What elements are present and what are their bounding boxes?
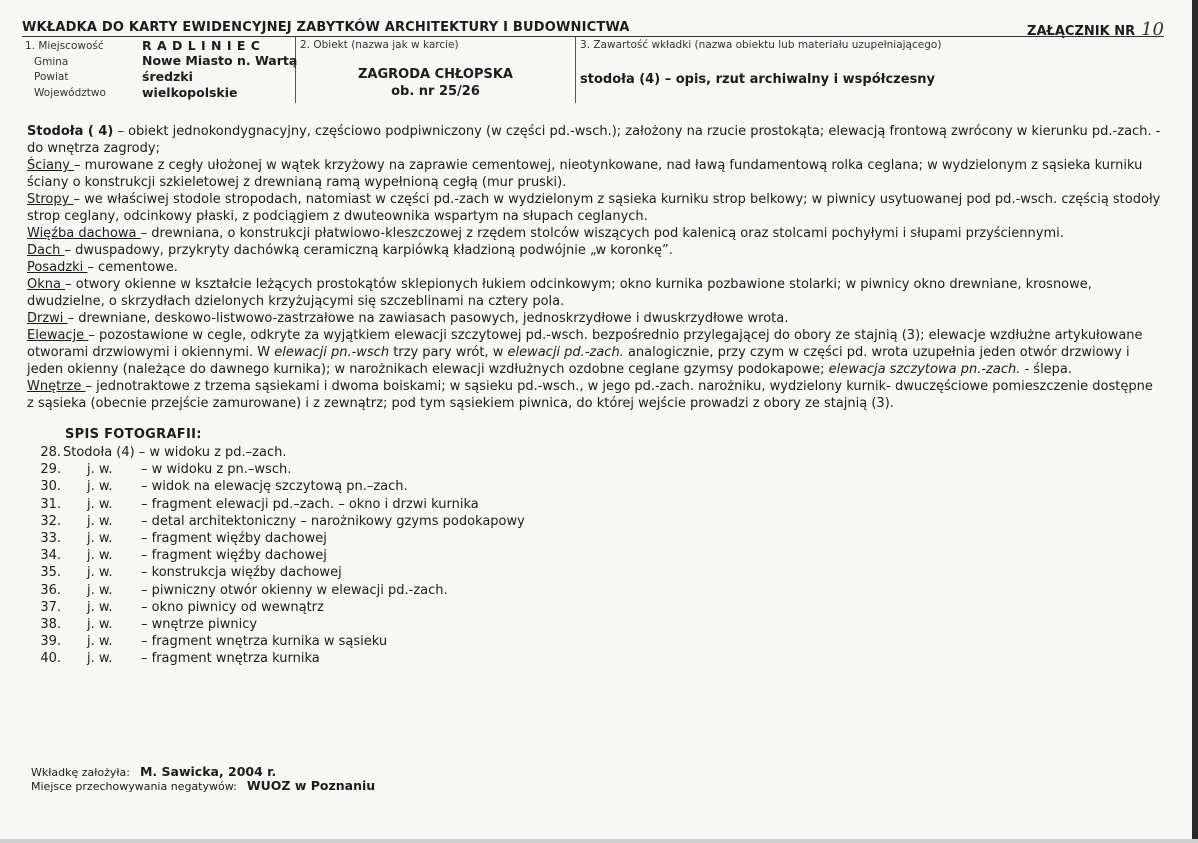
photo-description: – fragment wnętrza kurnika w sąsieku: [141, 634, 388, 650]
photo-number: 33.: [40, 530, 61, 546]
photo-description: – wnętrze piwnicy: [141, 616, 258, 632]
commune-value: Nowe Miasto n. Wartą: [142, 53, 298, 68]
author-line: [31, 764, 276, 779]
object-label: 2. Obiekt (nazwa jak w karcie): [300, 39, 459, 51]
doors-text: – drewniane, deskowo-listwowo-zastrzałowe na zawiasach pasowych, jednoskrzydłowe i dwuskrzydłowe wrota.: [67, 311, 789, 326]
photo-reference: j. w.: [87, 565, 113, 581]
annex-number: 10: [1141, 19, 1164, 40]
photo-reference: j. w.: [87, 599, 113, 615]
voivodeship-value: wielkopolskie: [142, 85, 238, 100]
doors-paragraph: [27, 310, 1161, 327]
photo-number: 34.: [40, 548, 61, 564]
county-value: średzki: [142, 69, 193, 84]
photo-number: 39.: [40, 634, 61, 650]
photo-number: 38.: [40, 616, 61, 632]
photo-number: 29.: [40, 462, 61, 478]
county-label: Powiat: [34, 71, 69, 83]
photo-reference: j. w.: [87, 651, 113, 667]
photo-number: 31.: [40, 496, 61, 512]
photo-reference: j. w.: [87, 530, 113, 546]
place-label: 1. Miejscowość: [25, 40, 104, 52]
photo-reference: Stodoła (4): [63, 445, 135, 460]
document-header: [22, 18, 1164, 40]
description-paragraph: [27, 123, 1161, 157]
floors-text: – cementowe.: [87, 260, 178, 275]
photo-reference: j. w.: [87, 548, 113, 564]
photo-number: 32.: [40, 513, 61, 529]
photo-reference: j. w.: [87, 462, 113, 478]
scan-edge: [1192, 0, 1198, 843]
roof-truss-key: Więźba dachowa: [27, 226, 141, 241]
photo-description: – fragment więźby dachowej: [141, 548, 327, 564]
document-title: WKŁADKA DO KARTY EWIDENCYJNEJ ZABYTKÓW ARCHITEKTURY I BUDOWNICTWA: [22, 20, 630, 35]
roof-key: Dach: [27, 243, 65, 258]
photo-reference: j. w.: [87, 616, 113, 632]
storage-label: Miejsce przechowywania negatywów:: [31, 780, 237, 793]
storage-value: WUOZ w Poznaniu: [246, 778, 376, 793]
interior-paragraph: [27, 378, 1161, 412]
storage-line: [31, 778, 375, 793]
ceilings-text: – we właściwej stodole stropodach, natomiast w części pd.-zach w wydzielonym z sąsieka kurniku strop belkowy; w piwnicy usytuowanej pod pd.-wsch. częścią stodoły strop ceglany, odcinkowy płaski, z podciągiem z dwuteownika wspartym na słupach ceglanych.: [27, 192, 1161, 224]
elevations-text: – pozostawione w cegle, odkryte za wyjątkiem elewacji szczytowej pd.-wsch. bezpośrednio przylegającej do obory ze stajnią (3); elewacje wzdłużne artykułowane otworami drzwiowymi i okiennymi. W: [27, 328, 1143, 360]
photo-description: – w widoku z pd.–zach.: [138, 445, 287, 460]
ceilings-paragraph: [27, 191, 1161, 225]
photo-number: 35.: [40, 565, 61, 581]
walls-paragraph: [27, 157, 1161, 191]
scan-edge-bottom: [0, 839, 1198, 843]
photo-reference: j. w.: [87, 513, 113, 529]
roof-text: – dwuspadowy, przykryty dachówką ceramiczną karpiówką kładzioną podwójnie „w koronkę”.: [64, 243, 673, 258]
photo-description: – piwniczny otwór okienny w elewacji pd.-zach.: [141, 582, 448, 598]
photo-reference: j. w.: [87, 496, 113, 512]
paragraph-heading: Stodoła ( 4): [27, 124, 114, 139]
location-box: [22, 37, 296, 103]
interior-key: Wnętrze: [27, 379, 86, 394]
windows-paragraph: [27, 276, 1161, 310]
photo-list-title: SPIS FOTOGRAFII:: [65, 427, 202, 442]
photo-number: 30.: [40, 479, 61, 495]
ceilings-key: Stropy: [27, 192, 74, 207]
roof-truss-text: – drewniana, o konstrukcji płatwiowo-kleszczowej z rzędem stolców wiszących pod kalenicą oraz stolcami pochyłymi i słupami przyściennymi.: [140, 226, 1064, 241]
contents-value: stodoła (4) – opis, rzut archiwalny i współczesny: [580, 72, 936, 87]
object-box: [296, 37, 576, 103]
photo-description: – detal architektoniczny – narożnikowy gzyms podokapowy: [141, 513, 525, 529]
floors-key: Posadzki: [27, 260, 88, 275]
interior-text: – jednotraktowe z trzema sąsiekami i dwoma boiskami; w sąsieku pd.-wsch., w jego pd.-zach. narożniku, wydzielony kurnik- dwuczęściowe pomieszczenie dostępne z sąsieka (obecnie przejście zamurowane) i z zewnątrz; pod tym sąsiekiem piwnica, do której wejście prowadzi z obory ze stajnią (3).: [27, 379, 1153, 411]
photo-description: – widok na elewację szczytową pn.–zach.: [141, 479, 408, 495]
photo-description: – fragment elewacji pd.–zach. – okno i drzwi kurnika: [141, 496, 479, 512]
roof-paragraph: [27, 242, 1161, 259]
photo-number: 28.: [40, 445, 61, 460]
photo-reference: j. w.: [87, 582, 113, 598]
photo-reference: j. w.: [87, 479, 113, 495]
elevations-paragraph: [27, 327, 1161, 378]
photo-description: – konstrukcja więźby dachowej: [141, 565, 342, 581]
object-number: ob. nr 25/26: [391, 84, 480, 99]
windows-text: – otwory okienne w kształcie leżących prostokątów sklepionych łukiem odcinkowym; okno kurnika pozbawione stolarki; w piwnicy okno drewniane, krosnowe, dwudzielne, o skrzydłach dzielonych krzyżującymi się szczeblinami na cztery pola.: [27, 277, 1092, 309]
voivodeship-label: Województwo: [34, 87, 106, 99]
description-body: [27, 123, 1161, 412]
elevations-emphasis: elewacji pn.-wsch: [274, 345, 390, 360]
photo-entry: [63, 444, 286, 461]
doors-key: Drzwi: [27, 311, 68, 326]
photo-description: – okno piwnicy od wewnątrz: [141, 599, 324, 615]
elevations-emphasis: elewacja szczytowa pn.-zach.: [828, 362, 1021, 377]
elevations-emphasis: elewacji pd.-zach.: [507, 345, 624, 360]
walls-text: – murowane z cegły ułożonej w wątek krzyżowy na zaprawie cementowej, nieotynkowane, nad ławą fundamentową rolka ceglana; w wydzielonym z sąsieka kurniku ściany o konstrukcji szkieletowej z drewnianą ramą wypełnioną cegłą (mur pruski).: [27, 158, 1143, 190]
author-label: Wkładkę założyła:: [31, 766, 130, 779]
commune-label: Gmina: [34, 56, 69, 68]
object-name: ZAGRODA CHŁOPSKA: [358, 67, 513, 82]
elevations-text: analogicznie, przy czym w części pd. wrota uzupełnia jeden otwór drzwiowy i jeden okienny (należące do dawnego kurnika); w narożnikach elewacji wzdłużnych ozdobne ceglane gzymsy podokapowe;: [27, 345, 1130, 377]
photo-description: – fragment więźby dachowej: [141, 530, 327, 546]
walls-key: Ściany: [27, 158, 75, 173]
photo-description: – w widoku z pn.–wsch.: [141, 462, 292, 478]
photo-description: – fragment wnętrza kurnika: [141, 651, 320, 667]
elevations-text: trzy pary wrót, w: [389, 345, 508, 360]
annex-label-text: ZAŁĄCZNIK NR: [1027, 24, 1136, 39]
paragraph-text: – obiekt jednokondygnacyjny, częściowo podpiwniczony (w części pd.-wsch.); założony na rzucie prostokąta; elewacją frontową zwrócony w kierunku pd.-zach. - do wnętrza zagrody;: [27, 124, 1161, 156]
contents-box: [576, 37, 1164, 103]
contents-label: 3. Zawartość wkładki (nazwa obiektu lub materiału uzupełniającego): [580, 39, 942, 51]
windows-key: Okna: [27, 277, 66, 292]
author-value: M. Sawicka, 2004 r.: [139, 764, 277, 779]
place-value: R A D L I N I E C: [142, 38, 261, 53]
elevations-key: Elewacje: [27, 328, 89, 343]
photo-number: 40.: [40, 651, 61, 667]
roof-truss-paragraph: [27, 225, 1161, 242]
photo-number: 37.: [40, 599, 61, 615]
photo-reference: j. w.: [87, 634, 113, 650]
elevations-text: - ślepa.: [1020, 362, 1073, 377]
floors-paragraph: [27, 259, 1161, 276]
photo-number: 36.: [40, 582, 61, 598]
